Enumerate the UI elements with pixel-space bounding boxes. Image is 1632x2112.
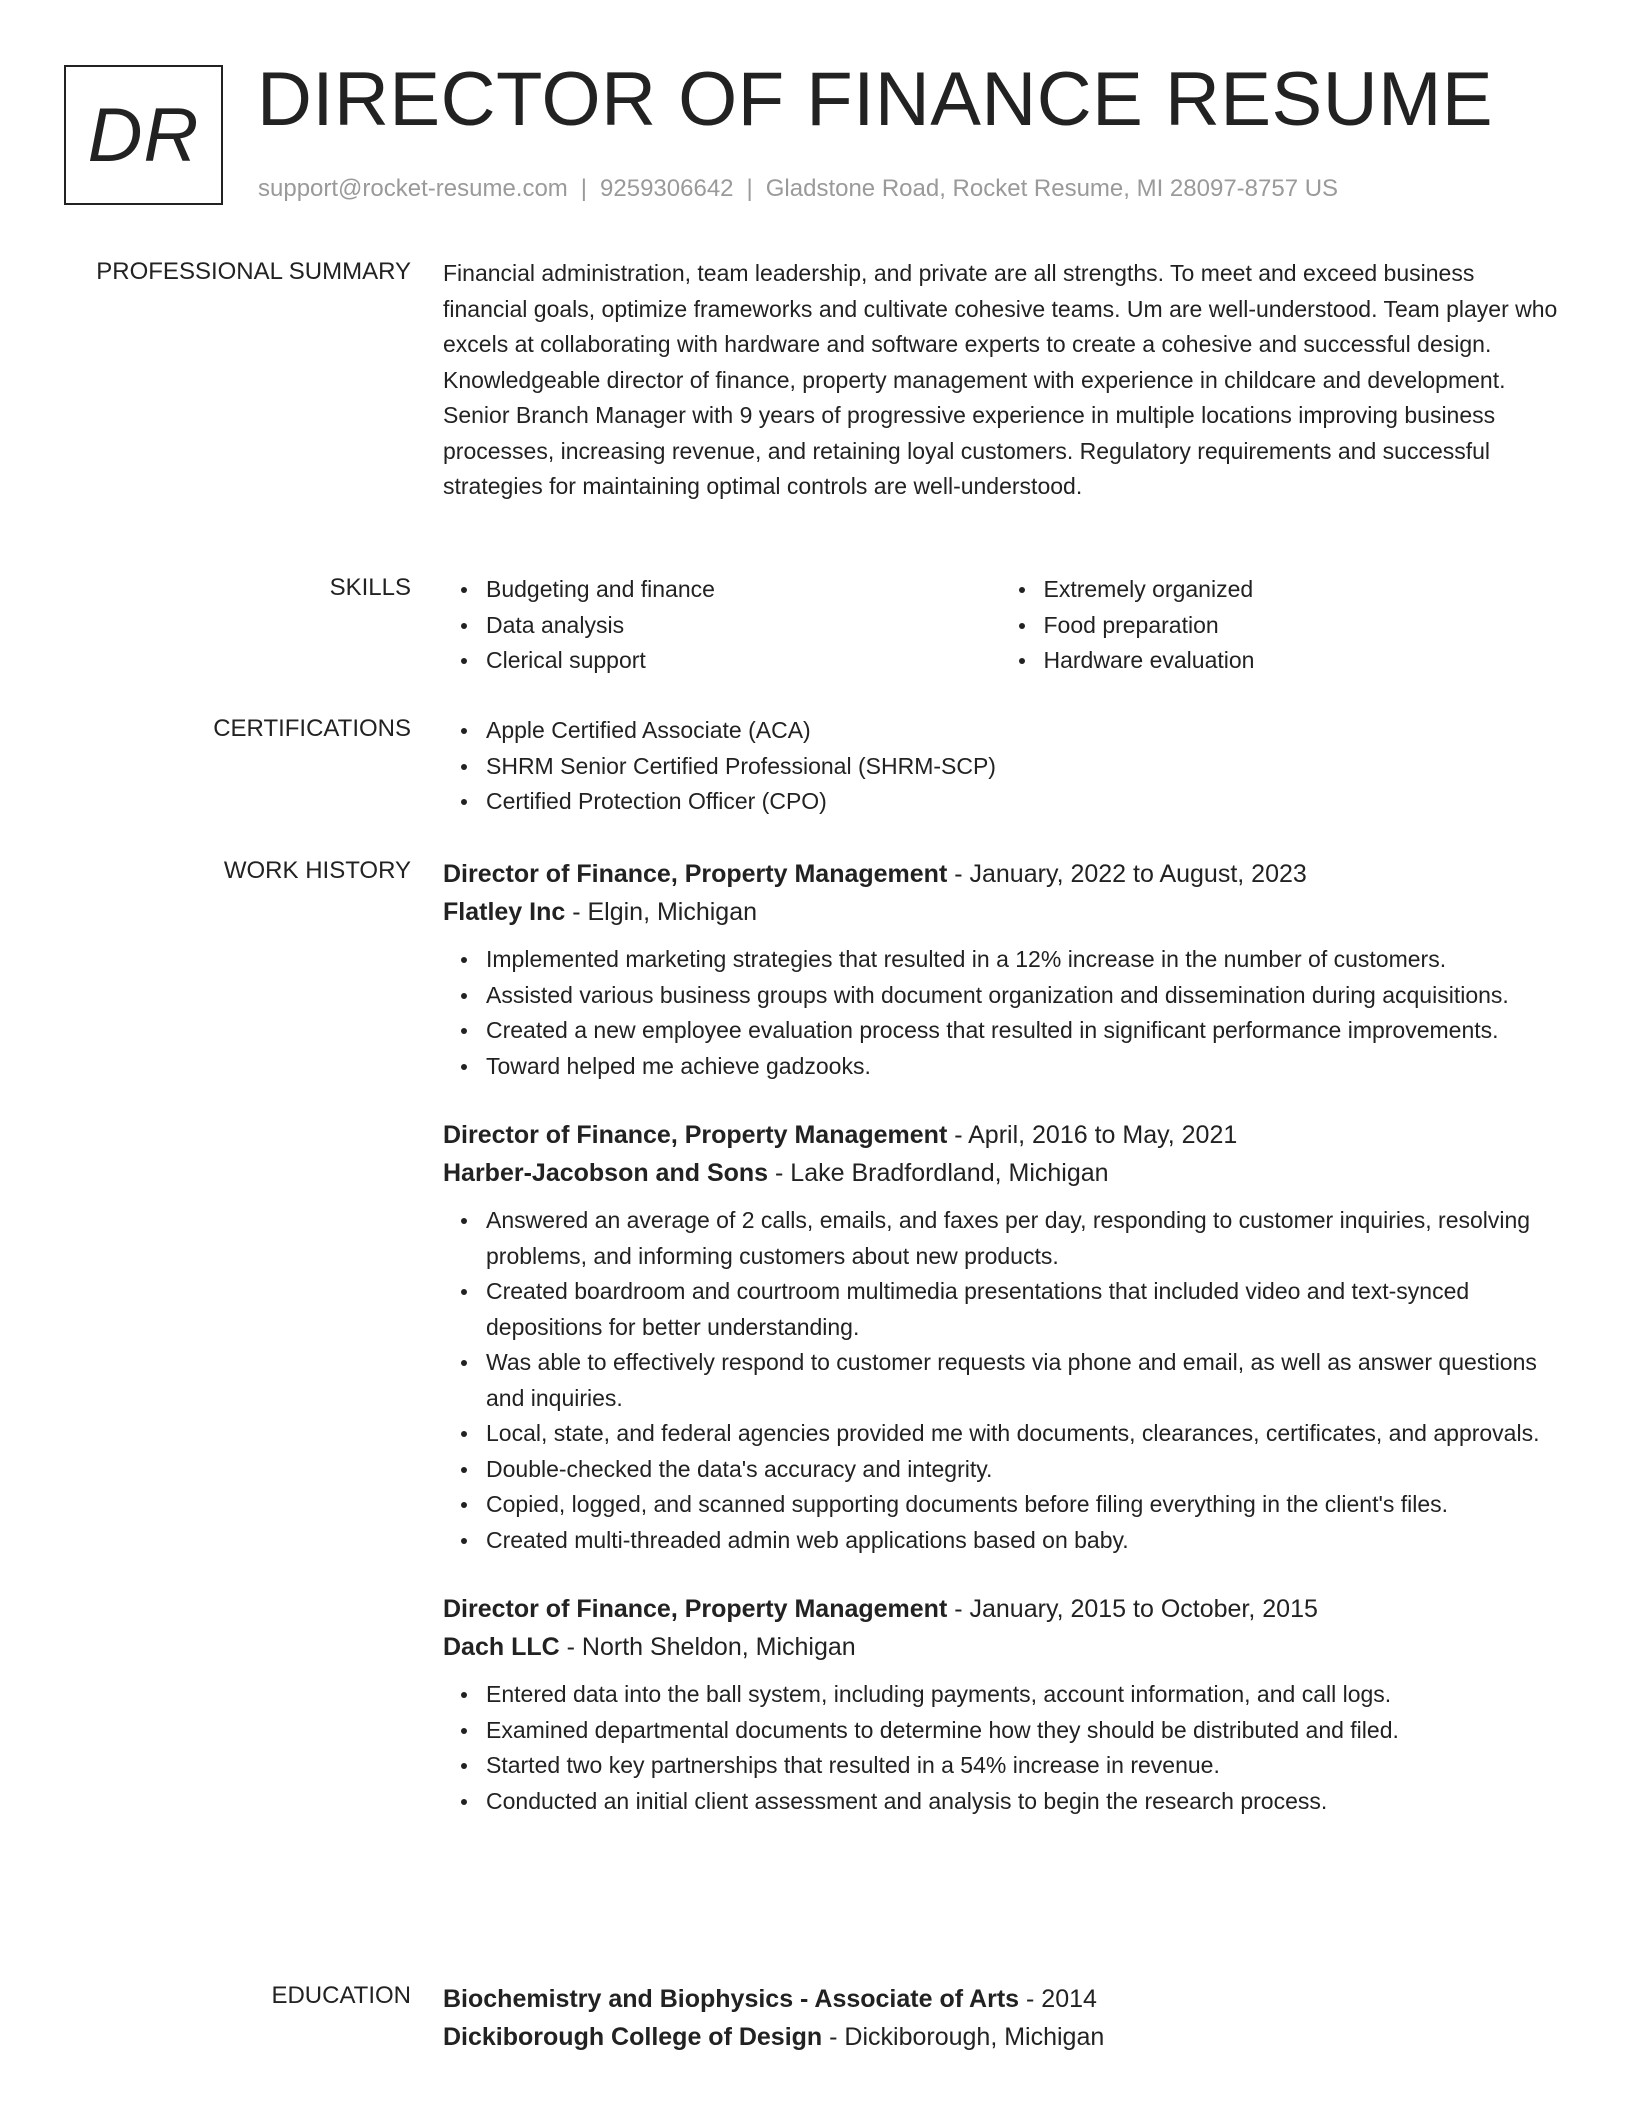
skill-item: Data analysis	[486, 608, 1001, 644]
contact-separator: |	[580, 175, 588, 202]
job-bullet: Entered data into the ball system, including payments, account information, and call logs.	[486, 1677, 1558, 1713]
education-degree-line	[443, 1980, 1558, 2018]
certifications-label: CERTIFICATIONS	[213, 715, 411, 742]
education-label: EDUCATION	[271, 1982, 411, 2009]
monogram-text: DR	[87, 92, 200, 178]
job-title: Director of Finance, Property Management	[443, 1595, 948, 1623]
job-entry	[443, 1590, 1558, 1819]
job-bullet: Implemented marketing strategies that resulted in a 12% increase in the number of customers.	[486, 942, 1558, 978]
job-entry	[443, 1116, 1558, 1558]
job-bullet: Answered an average of 2 calls, emails, and faxes per day, responding to customer inquiries, resolving problems, and informing customers about new products.	[486, 1203, 1558, 1274]
certifications-body	[443, 713, 1558, 820]
job-heading	[443, 1116, 1558, 1154]
contact-email[interactable]: support@rocket-resume.com	[258, 175, 568, 202]
work-history-body	[443, 855, 1558, 1851]
work-history-label: WORK HISTORY	[223, 857, 411, 884]
job-bullet: Created multi-threaded admin web applications based on baby.	[486, 1523, 1558, 1559]
job-company: Dach LLC	[443, 1633, 560, 1661]
job-company: Harber-Jacobson and Sons	[443, 1159, 769, 1187]
job-location: - Lake Bradfordland, Michigan	[768, 1159, 1109, 1187]
job-heading	[443, 1590, 1558, 1628]
job-bullet: Toward helped me achieve gadzooks.	[486, 1049, 1558, 1085]
contact-address: Gladstone Road, Rocket Resume, MI 28097-8757 US	[765, 175, 1339, 202]
education-school-line	[443, 2018, 1558, 2056]
job-dates: - January, 2015 to October, 2015	[947, 1595, 1318, 1623]
job-bullets	[443, 1203, 1558, 1558]
job-bullet: Examined departmental documents to determine how they should be distributed and filed.	[486, 1713, 1558, 1749]
job-title: Director of Finance, Property Management	[443, 1121, 948, 1149]
education-body	[443, 1980, 1558, 2067]
job-bullet: Was able to effectively respond to customer requests via phone and email, as well as answer questions and inquiries.	[486, 1345, 1558, 1416]
contact-phone[interactable]: 9259306642	[600, 175, 734, 202]
job-bullet: Started two key partnerships that resulted in a 54% increase in revenue.	[486, 1748, 1558, 1784]
job-employer	[443, 893, 1558, 931]
job-location: - North Sheldon, Michigan	[559, 1633, 856, 1661]
education-location: - Dickiborough, Michigan	[822, 2023, 1105, 2051]
skill-item: Clerical support	[486, 643, 1001, 679]
skills-body	[443, 572, 1558, 679]
skills-list-right	[1001, 572, 1559, 679]
certification-item: Certified Protection Officer (CPO)	[486, 784, 1558, 820]
job-bullets	[443, 942, 1558, 1084]
job-bullet: Copied, logged, and scanned supporting documents before filing everything in the client's files.	[486, 1487, 1558, 1523]
certifications-list	[443, 713, 1558, 820]
skill-item: Extremely organized	[1044, 572, 1559, 608]
education-school: Dickiborough College of Design	[443, 2023, 823, 2051]
certification-item: Apple Certified Associate (ACA)	[486, 713, 1558, 749]
education-degree: Biochemistry and Biophysics - Associate of Arts	[443, 1985, 1020, 2013]
job-company: Flatley Inc	[443, 898, 566, 926]
job-dates: - January, 2022 to August, 2023	[947, 860, 1307, 888]
education-year: - 2014	[1019, 1985, 1097, 2013]
skills-list-left	[443, 572, 1001, 679]
certification-item: SHRM Senior Certified Professional (SHRM-SCP)	[486, 749, 1558, 785]
contact-line	[258, 174, 1338, 204]
job-bullet: Created a new employee evaluation process that resulted in significant performance improvements.	[486, 1013, 1558, 1049]
job-employer	[443, 1154, 1558, 1192]
summary-text: Financial administration, team leadership, and private are all strengths. To meet and exceed business financial goals, optimize frameworks and cultivate cohesive teams. Um are well-understood. Team player who excels at collaborating with hardware and software experts to create a cohesive and successful design. Knowledgeable director of finance, property management with experience in childcare and development. Senior Branch Manager with 9 years of progressive experience in multiple locations improving business processes, increasing revenue, and retaining loyal customers. Regulatory requirements and successful strategies for maintaining optimal controls are well-understood.	[443, 260, 1558, 499]
job-bullet: Conducted an initial client assessment and analysis to begin the research process.	[486, 1784, 1558, 1820]
job-bullet: Double-checked the data's accuracy and integrity.	[486, 1452, 1558, 1488]
skill-item: Food preparation	[1044, 608, 1559, 644]
job-bullets	[443, 1677, 1558, 1819]
skill-item: Budgeting and finance	[486, 572, 1001, 608]
job-bullet: Local, state, and federal agencies provided me with documents, clearances, certificates, and approvals.	[486, 1416, 1558, 1452]
job-entry	[443, 855, 1558, 1084]
resume-title: DIRECTOR OF FINANCE RESUME	[257, 57, 1494, 142]
job-bullet: Created boardroom and courtroom multimedia presentations that included video and text-synced depositions for better understanding.	[486, 1274, 1558, 1345]
job-bullet: Assisted various business groups with document organization and dissemination during acquisitions.	[486, 978, 1558, 1014]
skill-item: Hardware evaluation	[1044, 643, 1559, 679]
job-title: Director of Finance, Property Management	[443, 860, 948, 888]
summary-label: PROFESSIONAL SUMMARY	[96, 258, 411, 285]
contact-separator: |	[746, 175, 753, 202]
job-heading	[443, 855, 1558, 893]
job-location: - Elgin, Michigan	[565, 898, 758, 926]
job-dates: - April, 2016 to May, 2021	[947, 1121, 1238, 1149]
skills-label: SKILLS	[329, 574, 411, 601]
job-employer	[443, 1628, 1558, 1666]
monogram-logo	[64, 65, 223, 205]
